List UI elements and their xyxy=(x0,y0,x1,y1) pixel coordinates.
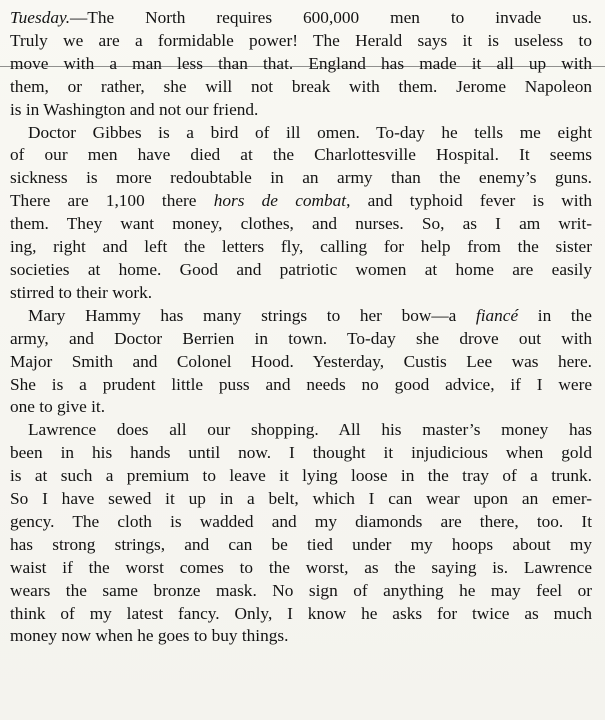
text-run: —The North requires 600,000 men to invade us. xyxy=(70,8,592,27)
text-run: in the xyxy=(518,305,592,325)
text-line xyxy=(10,122,592,145)
body-text xyxy=(10,7,592,648)
text-line xyxy=(10,144,592,167)
paragraph xyxy=(10,7,592,122)
text-line xyxy=(10,351,592,374)
text-line xyxy=(10,465,592,488)
text-run: Major Smith and Colonel Hood. Yesterday, Custis Lee was here. xyxy=(10,351,592,371)
text-line xyxy=(10,625,592,648)
text-run: There are 1,100 there xyxy=(10,191,214,211)
text-line xyxy=(10,99,592,122)
italic-text: fiancé xyxy=(475,305,519,325)
text-run: money now when he goes to buy things. xyxy=(10,626,289,646)
text-run: ing, right and left the letters fly, calling for help from the sister xyxy=(10,237,592,257)
text-run: wears the same bronze mask. No sign of anything he may feel or xyxy=(10,580,592,600)
text-run: of our men have died at the Charlottesville Hospital. It seems xyxy=(10,145,592,165)
text-run: Truly we are a formidable power! The Herald says it is useless to xyxy=(10,30,592,50)
text-line xyxy=(10,167,592,190)
text-run: So I have sewed it up in a belt, which I can wear upon an emer- xyxy=(10,489,592,509)
text-run: societies at home. Good and patriotic women at home are easily xyxy=(10,259,592,279)
text-line xyxy=(10,580,592,603)
text-line xyxy=(10,396,592,419)
text-run: sickness is more redoubtable in an army than the enemy’s guns. xyxy=(10,168,592,188)
paragraph xyxy=(10,122,592,305)
text-line xyxy=(10,7,592,30)
paragraph xyxy=(10,419,592,648)
text-line xyxy=(10,236,592,259)
text-line xyxy=(10,557,592,580)
text-run: them. They want money, clothes, and nurses. So, as I am writ- xyxy=(10,214,592,234)
text-line xyxy=(10,511,592,534)
text-line xyxy=(10,53,592,76)
text-run: Mary Hammy has many strings to her bow—a xyxy=(28,305,476,325)
text-line xyxy=(10,534,592,557)
text-line xyxy=(10,76,592,99)
text-line xyxy=(10,442,592,465)
text-run: think of my latest fancy. Only, I know he asks for twice as much xyxy=(10,603,592,623)
text-line xyxy=(10,328,592,351)
paragraph xyxy=(10,305,592,420)
text-line xyxy=(10,282,592,305)
text-run: Doctor Gibbes is a bird of ill omen. To-day he tells me eight xyxy=(28,122,592,142)
text-line xyxy=(10,305,592,328)
text-line xyxy=(10,213,592,236)
text-run: Lawrence does all our shopping. All his master’s money has xyxy=(28,420,592,440)
text-run: is at such a premium to leave it lying loose in the tray of a trunk. xyxy=(10,466,592,486)
text-run: gency. The cloth is wadded and my diamonds are there, too. It xyxy=(10,511,592,531)
text-line xyxy=(10,488,592,511)
text-line xyxy=(10,603,592,626)
text-line xyxy=(10,190,592,213)
text-run: , and typhoid fever is with xyxy=(346,191,593,211)
text-run: army, and Doctor Berrien in town. To-day she drove out with xyxy=(10,328,592,348)
text-line xyxy=(10,259,592,282)
text-run: them, or rather, she will not break with them. Jerome Napoleon xyxy=(10,76,592,96)
italic-text: hors de combat xyxy=(213,191,347,211)
text-run: is in Washington and not our friend. xyxy=(10,99,259,119)
text-line xyxy=(10,30,592,53)
text-line xyxy=(10,419,592,442)
text-run: one to give it. xyxy=(10,397,106,417)
text-run: waist if the worst comes to the worst, as the saying is. Lawrence xyxy=(10,557,592,577)
text-run: has strong strings, and can be tied under my hoops about my xyxy=(10,534,592,554)
text-line xyxy=(10,374,592,397)
italic-text: Tuesday. xyxy=(10,8,71,27)
text-run: stirred to their work. xyxy=(10,282,153,302)
text-run: move with a man less than that. England has made it all up with xyxy=(10,53,592,73)
text-run: been in his hands until now. I thought it injudicious when gold xyxy=(10,443,592,463)
text-run: She is a prudent little puss and needs no good advice, if I were xyxy=(10,374,592,394)
